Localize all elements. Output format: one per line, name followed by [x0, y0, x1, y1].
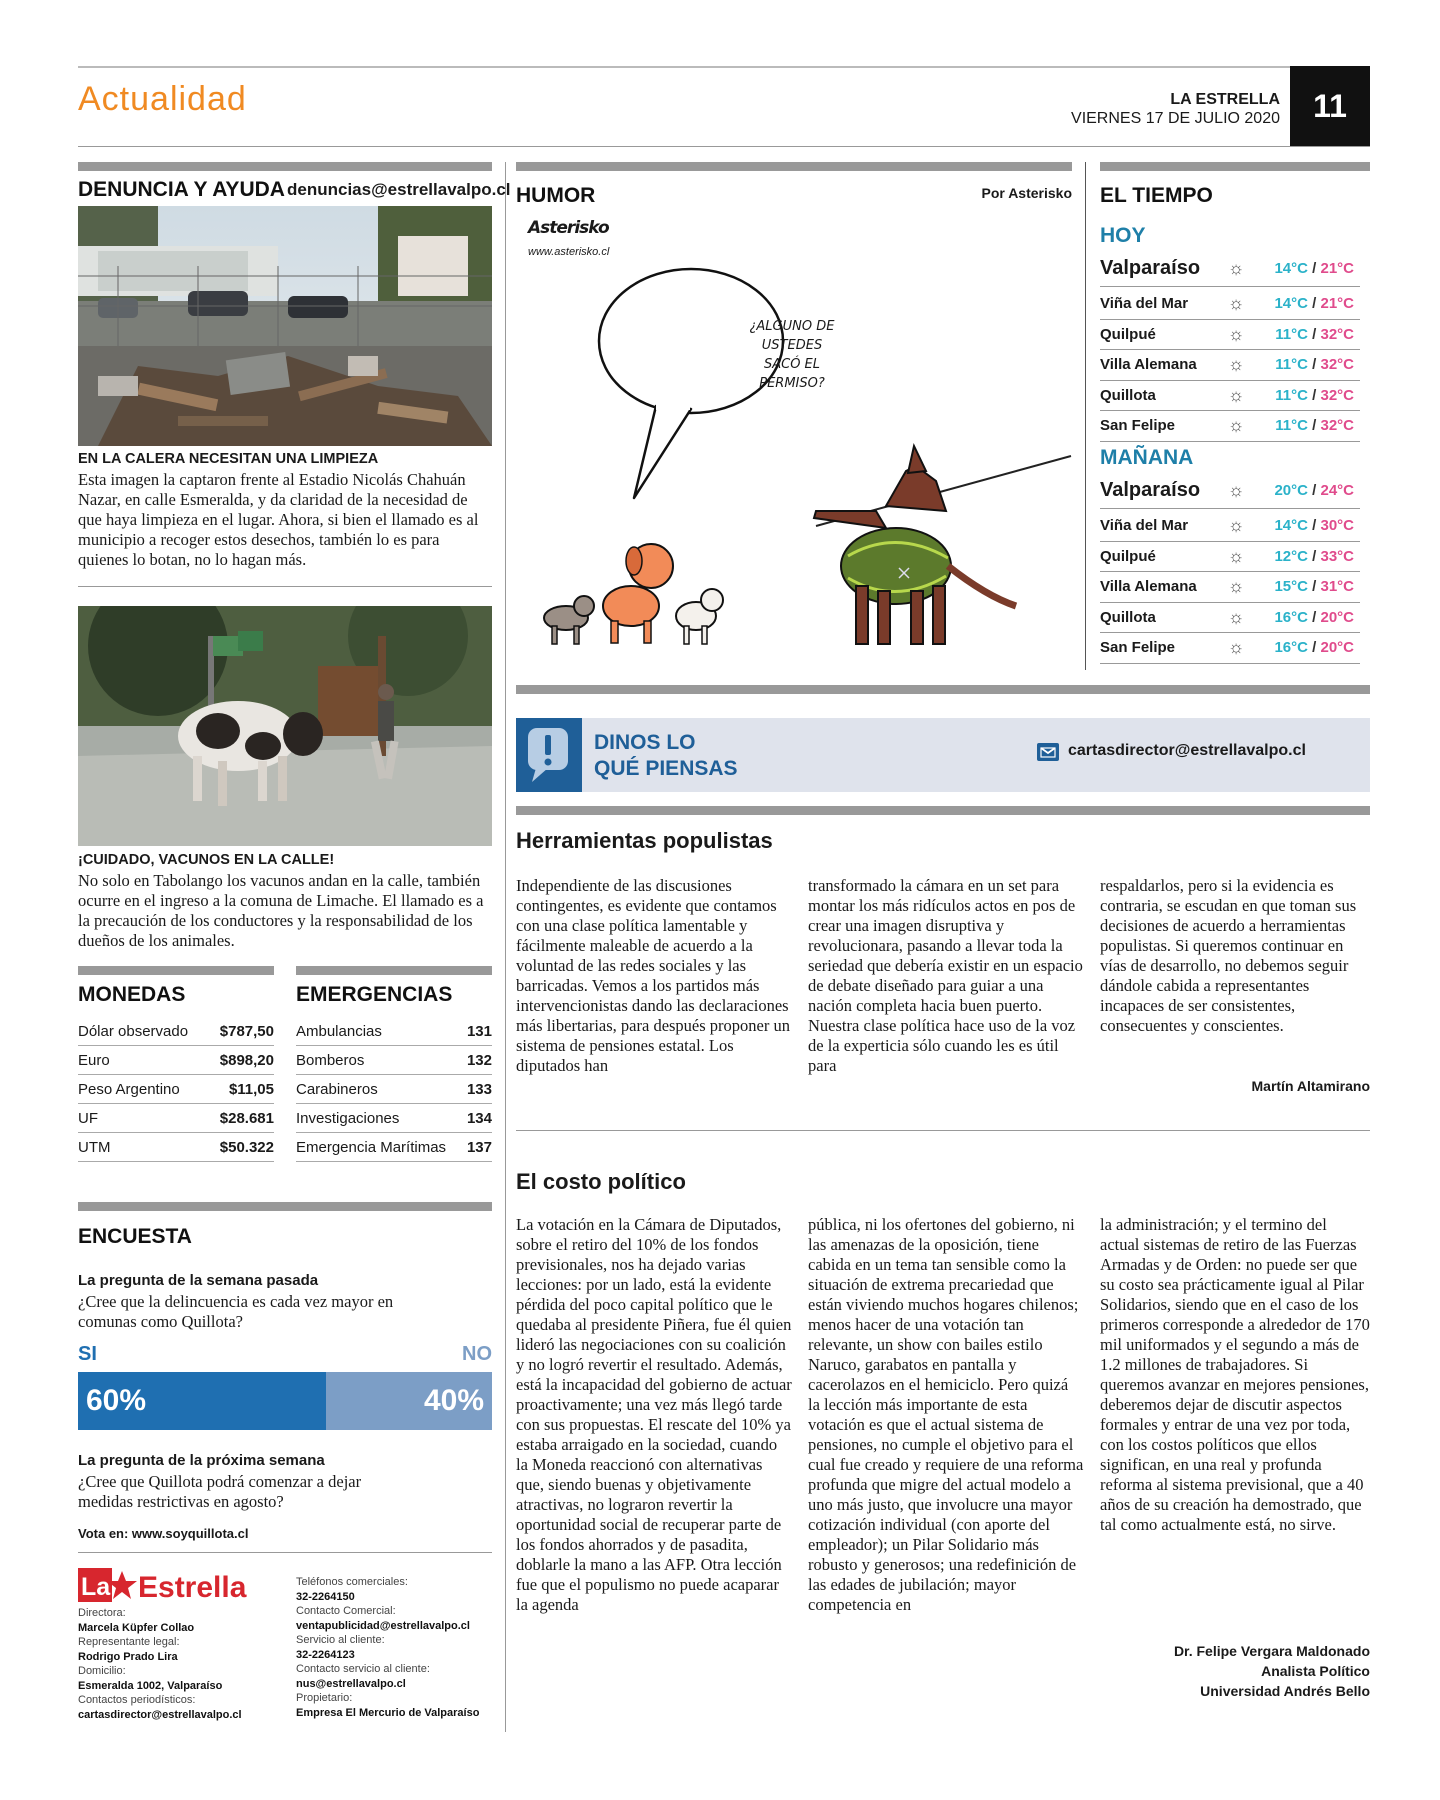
weather-city: Valparaíso — [1100, 478, 1201, 501]
temp-max: 31°C — [1320, 578, 1354, 595]
manana-forecast — [1100, 472, 1360, 662]
carta1-col2: transformado la cámara en un set para montar los más ridículos actos en pos de crear una imagen disruptiva y revolucionara, pasando a llevar toda la seriedad que debería existir en un espacio de debate diseñado para guiar a una nación completa hacia buen puerto. Nuestra clase política hace uso de la voz de la experticia sólo cuando les es útil para — [808, 876, 1083, 1075]
temp-separator: / — [1307, 547, 1321, 565]
si-label: SI — [78, 1343, 97, 1365]
temp-separator: / — [1307, 481, 1321, 499]
vote-link[interactable]: Vota en: www.soyquillota.cl — [78, 1526, 249, 1541]
item2-title: ¡CUIDADO, VACUNOS EN LA CALLE! — [78, 852, 335, 868]
emergencias-row — [296, 1017, 492, 1046]
temp-min: 14°C — [1274, 517, 1308, 534]
weather-city: San Felipe — [1100, 639, 1176, 656]
monedas-label: UTM — [78, 1133, 209, 1162]
weather-temp — [1275, 387, 1360, 404]
temp-max: 33°C — [1320, 547, 1354, 565]
emergencias-label: Bomberos — [296, 1046, 464, 1075]
temp-min: 16°C — [1274, 608, 1308, 626]
weather-city: San Felipe — [1100, 417, 1176, 434]
temp-max: 32°C — [1320, 325, 1354, 343]
speech-bubble-exclamation-icon — [516, 718, 582, 792]
weather-temp — [1274, 295, 1360, 312]
cartoonist-signature: Asterisko — [528, 218, 609, 238]
credit-value-wrap — [296, 1648, 506, 1663]
weather-temp — [1274, 609, 1360, 626]
carta2-col1: La votación en la Cámara de Diputados, sobre el retiro del 10% de los fondos previsionales, nos ha dejado varias lecciones: por un lado, está la evidente pérdida del poco capital político que le quedaba al presidente Piñera, fue él quien lideró las negociaciones con su coalición y no logró revertir el resultado. Además, está la incapacidad del gobierno de actuar proactivamente; una vez más llegó tarde con sus propuestas. El rescate del 10% ya estaba arraigado en la sociedad, cuando la Moneda reaccionó con alternativas que, siendo buenas y objetivamente atractivas, no lograron revertir la oportunidad social de recuperar parte de los fondos ahorrados y de pasadita, doblarle la mano a las AFP. Otra lección fue que el populismo no puede acaparar la agenda — [516, 1215, 792, 1614]
encuesta-title: ENCUESTA — [78, 1225, 192, 1248]
item1-text: Esta imagen la captaron frente al Estadio Nicolás Chahuán Nazar, en calle Esmeralda, y da claridad de la necesidad de que haya limpieza en el lugar. Ahora, si bien el llamado es al municipio a recoger estos desechos, también lo es para quienes lo botan, no lo hagan más. — [78, 470, 479, 569]
sun-icon: ☼ — [1227, 384, 1245, 405]
no-label: NO — [462, 1343, 492, 1365]
credit-value: Esmeralda 1002, Valparaíso — [78, 1679, 223, 1692]
si-value: 60% — [86, 1384, 147, 1417]
credit-label: Representante legal: — [78, 1636, 180, 1648]
weather-city: Quilpué — [1100, 547, 1156, 565]
carta2-title: El costo político — [516, 1169, 686, 1194]
credit-label: Propietario: — [296, 1692, 353, 1704]
cow-photo — [78, 606, 492, 846]
carta2-sig-org: Universidad Andrés Bello — [1200, 1683, 1370, 1699]
monedas-label: Peso Argentino — [78, 1075, 209, 1104]
monedas-row — [78, 1017, 274, 1046]
weather-temp — [1274, 482, 1360, 499]
monedas-value: $50.322 — [209, 1133, 274, 1162]
weather-temp — [1274, 260, 1360, 277]
temp-separator: / — [1307, 386, 1321, 404]
debris-photo — [78, 206, 492, 446]
temp-min: 11°C — [1275, 325, 1308, 343]
weather-row — [1100, 350, 1360, 381]
temp-max: 21°C — [1320, 295, 1354, 312]
emergencias-row — [296, 1133, 492, 1162]
weather-city: Quillota — [1100, 608, 1156, 626]
temp-min: 11°C — [1275, 356, 1308, 373]
emergencias-title: EMERGENCIAS — [296, 983, 453, 1006]
weather-city: Villa Alemana — [1100, 578, 1197, 595]
weather-temp — [1274, 517, 1360, 534]
credit-value: 32-2264123 — [296, 1648, 355, 1661]
weather-row — [1100, 572, 1360, 603]
emergencias-value: 137 — [464, 1133, 492, 1162]
temp-max: 20°C — [1320, 639, 1354, 656]
weather-temp — [1275, 326, 1360, 343]
emergencias-row — [296, 1075, 492, 1104]
emergencias-label: Emergencia Marítimas — [296, 1133, 464, 1162]
credit-value-wrap — [78, 1650, 278, 1665]
dinos-email[interactable]: cartasdirector@estrellavalpo.cl — [1068, 742, 1306, 759]
emergencias-label: Ambulancias — [296, 1017, 464, 1046]
no-value: 40% — [423, 1384, 484, 1417]
temp-min: 11°C — [1275, 386, 1308, 404]
rule — [516, 1130, 1370, 1131]
sun-icon: ☼ — [1227, 354, 1245, 374]
section-title: Actualidad — [78, 80, 247, 118]
temp-separator: / — [1307, 325, 1321, 343]
temp-min: 15°C — [1274, 578, 1308, 595]
section-bar — [516, 685, 1370, 694]
credit-value-wrap — [78, 1679, 278, 1694]
dinos-title — [594, 730, 738, 782]
credit-value-wrap — [296, 1619, 506, 1634]
rule — [78, 586, 492, 587]
temp-min: 12°C — [1274, 547, 1308, 565]
credit-value: Marcela Küpfer Collao — [78, 1621, 195, 1634]
top-rule — [78, 66, 1370, 68]
monedas-title: MONEDAS — [78, 983, 186, 1006]
sun-icon: ☼ — [1227, 576, 1245, 596]
credit-label: Contactos periodísticos: — [78, 1694, 196, 1706]
column-divider — [1085, 162, 1086, 670]
monedas-value: $11,05 — [209, 1075, 274, 1104]
la-estrella-logo — [78, 1568, 274, 1602]
sun-icon: ☼ — [1227, 257, 1245, 278]
temp-separator: / — [1307, 259, 1321, 277]
credit-value: nus@estrellavalpo.cl — [296, 1677, 406, 1690]
envelope-icon — [1037, 743, 1059, 761]
item2-text: No solo en Tabolango los vacunos andan en la calle, también ocurre en el ingreso a la comuna de Limache. El llamado es a la precaución de los conductores y la responsabilidad de los dueños de los animales. — [78, 871, 484, 950]
section-bar — [516, 806, 1370, 815]
weather-row — [1100, 633, 1360, 664]
sun-icon: ☼ — [1227, 479, 1245, 500]
temp-separator: / — [1307, 295, 1321, 312]
weather-row — [1100, 289, 1360, 320]
temp-separator: / — [1307, 517, 1321, 534]
credit-value-wrap — [78, 1621, 278, 1636]
credit-value: Empresa El Mercurio de Valparaíso — [296, 1706, 480, 1719]
credit-value: ventapublicidad@estrellavalpo.cl — [296, 1619, 470, 1632]
emergencias-label: Carabineros — [296, 1075, 464, 1104]
temp-separator: / — [1307, 578, 1321, 595]
carta1-signature: Martín Altamirano — [1251, 1078, 1370, 1094]
credit-label: Contacto servicio al cliente: — [296, 1663, 430, 1675]
humor-author: Por Asterisko — [981, 185, 1072, 201]
weather-city: Viña del Mar — [1100, 517, 1189, 534]
weather-row — [1100, 602, 1360, 633]
weather-city: Quilpué — [1100, 325, 1156, 343]
credit-label: Servicio al cliente: — [296, 1634, 385, 1646]
carta2-sig-role: Analista Político — [1261, 1663, 1370, 1679]
weather-temp — [1275, 417, 1360, 434]
credit-value-wrap — [296, 1590, 506, 1605]
temp-min: 16°C — [1274, 639, 1308, 656]
dinos-title-line1: DINOS LO — [594, 731, 696, 754]
weather-row — [1100, 541, 1360, 572]
temp-separator: / — [1307, 639, 1321, 656]
credit-value: 32-2264150 — [296, 1590, 355, 1603]
svg-text:Estrella: Estrella — [138, 1571, 247, 1602]
credits-right — [296, 1575, 506, 1720]
carta2-signature — [1100, 1641, 1370, 1701]
column-divider — [505, 162, 506, 1732]
cartoonist-site: www.asterisko.cl — [528, 246, 610, 258]
monedas-label: Euro — [78, 1046, 209, 1075]
carta2-col3: la administración; y el termino del actual sistemas de retiro de las Fuerzas Armadas y de Orden: no puede ser que su costo sea prácticamente igual al Pilar Solidarios, siendo que en el caso de los primeros corresponde a alrededor de 170 mil uniformados y el segundo a más de 1.2 millones de trabajadores. Si queremos avanzar en mejores pensiones, deberemos dejar de discutir aspectos formales y entrar de una vez por toda, con los costos políticos que ellos significan, en una real y profunda reforma al sistema previsional, que a 40 años de su creación ha demostrado, que tal como actualmente está, no sirve. — [1100, 1215, 1370, 1534]
temp-max: 21°C — [1320, 259, 1354, 277]
monedas-table — [78, 1017, 274, 1162]
item1-title: EN LA CALERA NECESITAN UNA LIMPIEZA — [78, 451, 379, 467]
temp-separator: / — [1307, 417, 1321, 434]
page-number: 11 — [1290, 66, 1370, 146]
section-bar — [296, 966, 492, 975]
credit-value-wrap — [296, 1706, 506, 1721]
emergencias-value: 131 — [464, 1017, 492, 1046]
credit-value: cartasdirector@estrellavalpo.cl — [78, 1708, 242, 1721]
temp-min: 14°C — [1274, 259, 1308, 277]
dinos-title-line2: QUÉ PIENSAS — [594, 757, 738, 780]
credit-label: Domicilio: — [78, 1665, 126, 1677]
speech-bubble-text: ¿ALGUNO DE USTEDES SACÓ EL PERMISO? — [749, 319, 835, 391]
past-question: ¿Cree que la delincuencia es cada vez mayor en comunas como Quillota? — [78, 1292, 394, 1331]
sun-icon: ☼ — [1227, 293, 1245, 313]
emergencias-value: 133 — [464, 1075, 492, 1104]
weather-city: Quillota — [1100, 386, 1156, 404]
monedas-label: UF — [78, 1104, 209, 1133]
tiempo-title: EL TIEMPO — [1100, 184, 1213, 207]
monedas-row — [78, 1075, 274, 1104]
next-question: ¿Cree que Quillota podrá comenzar a dejar medidas restrictivas en agosto? — [78, 1472, 362, 1511]
weather-row — [1100, 472, 1360, 509]
temp-max: 32°C — [1320, 417, 1354, 434]
weather-row — [1100, 380, 1360, 411]
paper-name: LA ESTRELLA — [1170, 91, 1280, 108]
next-question-label: La pregunta de la próxima semana — [78, 1452, 325, 1469]
carta2-col2: pública, ni los ofertones del gobierno, ni las amenazas de la oposición, tiene cabida en un tema tan sensible como la situación de extrema precariedad que están viviendo muchos hogares chilenos; menos hacer de una votación tan relevante, un show con bailes estilo Naruco, garabatos en pantalla y cacerolazos en el hemiciclo. Pero quizá la lección más importante de esta votación es que el actual sistema de pensiones, no cumple el objetivo para el cual fue creado y requiere de una reforma profunda que migre del actual modelo a uno más justo, que involucre una mayor cotización individual (con aporte del empleador); un Pilar Solidario más robusto y generosos; una redefinición de las edades de jubilación; mayor competencia en — [808, 1215, 1084, 1614]
carta1-col3: respaldarlos, pero si la evidencia es contraria, se escudan en que toman sus decisiones de acuerdo a herramientas populistas. Si queremos continuar en vías de desarrollo, no debemos seguir dándole cabida a representantes incapaces de ser consistentes, consecuentes y conscientes. — [1100, 876, 1357, 1035]
temp-max: 24°C — [1320, 481, 1354, 499]
credit-label: Teléfonos comerciales: — [296, 1576, 408, 1588]
weather-temp — [1274, 548, 1360, 565]
weather-row — [1100, 411, 1360, 442]
monedas-value: $787,50 — [209, 1017, 274, 1046]
temp-min: 20°C — [1274, 481, 1308, 499]
carta2-sig-name: Dr. Felipe Vergara Maldonado — [1173, 1643, 1370, 1659]
monedas-value: $28.681 — [209, 1104, 274, 1133]
section-bar — [78, 966, 274, 975]
weather-temp — [1275, 356, 1360, 373]
emergencias-value: 132 — [464, 1046, 492, 1075]
si-bar — [78, 1372, 326, 1430]
temp-min: 11°C — [1275, 417, 1308, 434]
weather-row — [1100, 511, 1360, 542]
sun-icon: ☼ — [1227, 637, 1245, 657]
emergencias-value: 134 — [464, 1104, 492, 1133]
weather-temp — [1274, 578, 1360, 595]
temp-max: 32°C — [1320, 386, 1354, 404]
emergencias-label: Investigaciones — [296, 1104, 464, 1133]
weather-city: Viña del Mar — [1100, 295, 1189, 312]
section-bar — [1100, 162, 1370, 171]
credit-label: Directora: — [78, 1607, 126, 1619]
weather-city: Villa Alemana — [1100, 356, 1197, 373]
sun-icon: ☼ — [1227, 515, 1245, 535]
sun-icon: ☼ — [1227, 606, 1245, 627]
section-bar — [78, 1202, 492, 1211]
monedas-row — [78, 1133, 274, 1162]
credit-label: Contacto Comercial: — [296, 1605, 396, 1617]
temp-max: 30°C — [1320, 517, 1354, 534]
manana-label: MAÑANA — [1100, 446, 1194, 469]
emergencias-row — [296, 1046, 492, 1075]
weather-row — [1100, 250, 1360, 287]
credit-value: Rodrigo Prado Lira — [78, 1650, 178, 1663]
weather-row — [1100, 319, 1360, 350]
header-rule — [78, 146, 1370, 147]
temp-max: 32°C — [1320, 356, 1354, 373]
weather-city: Valparaíso — [1100, 256, 1201, 279]
sun-icon: ☼ — [1227, 545, 1245, 566]
hoy-forecast — [1100, 250, 1360, 440]
humor-title: HUMOR — [516, 184, 596, 207]
no-bar — [326, 1372, 492, 1430]
emergencias-row — [296, 1104, 492, 1133]
sun-icon: ☼ — [1227, 415, 1245, 435]
credit-value-wrap — [78, 1708, 278, 1723]
monedas-row — [78, 1046, 274, 1075]
weather-temp — [1274, 639, 1360, 656]
monedas-label: Dólar observado — [78, 1017, 209, 1046]
credits-left — [78, 1606, 278, 1722]
section-bar — [78, 162, 492, 171]
sun-icon: ☼ — [1227, 323, 1245, 344]
temp-separator: / — [1307, 356, 1321, 373]
hoy-label: HOY — [1100, 224, 1146, 247]
svg-text:La: La — [81, 1573, 111, 1601]
temp-min: 14°C — [1274, 295, 1308, 312]
temp-separator: / — [1307, 608, 1321, 626]
denuncia-email[interactable]: denuncias@estrellavalpo.cl — [287, 180, 511, 199]
temp-max: 20°C — [1320, 608, 1354, 626]
monedas-value: $898,20 — [209, 1046, 274, 1075]
section-bar — [516, 162, 1072, 171]
rule — [78, 1552, 492, 1553]
paper-date: VIERNES 17 DE JULIO 2020 — [1071, 110, 1280, 127]
carta1-title: Herramientas populistas — [516, 828, 773, 853]
denuncia-title: DENUNCIA Y AYUDA — [78, 178, 285, 201]
credit-value-wrap — [296, 1677, 506, 1692]
monedas-row — [78, 1104, 274, 1133]
emergencias-table — [296, 1017, 492, 1162]
past-question-label: La pregunta de la semana pasada — [78, 1272, 319, 1289]
carta1-col1: Independiente de las discusiones contingentes, es evidente que contamos con una clase política lamentable y fácilmente maleable de acuerdo a la voluntad de las redes sociales y las barricadas. Vemos a los partidos más intervencionistas dando las declaraciones más libertarias, para después proponer un sistema de pensiones estatal. Los diputados han — [516, 876, 790, 1075]
